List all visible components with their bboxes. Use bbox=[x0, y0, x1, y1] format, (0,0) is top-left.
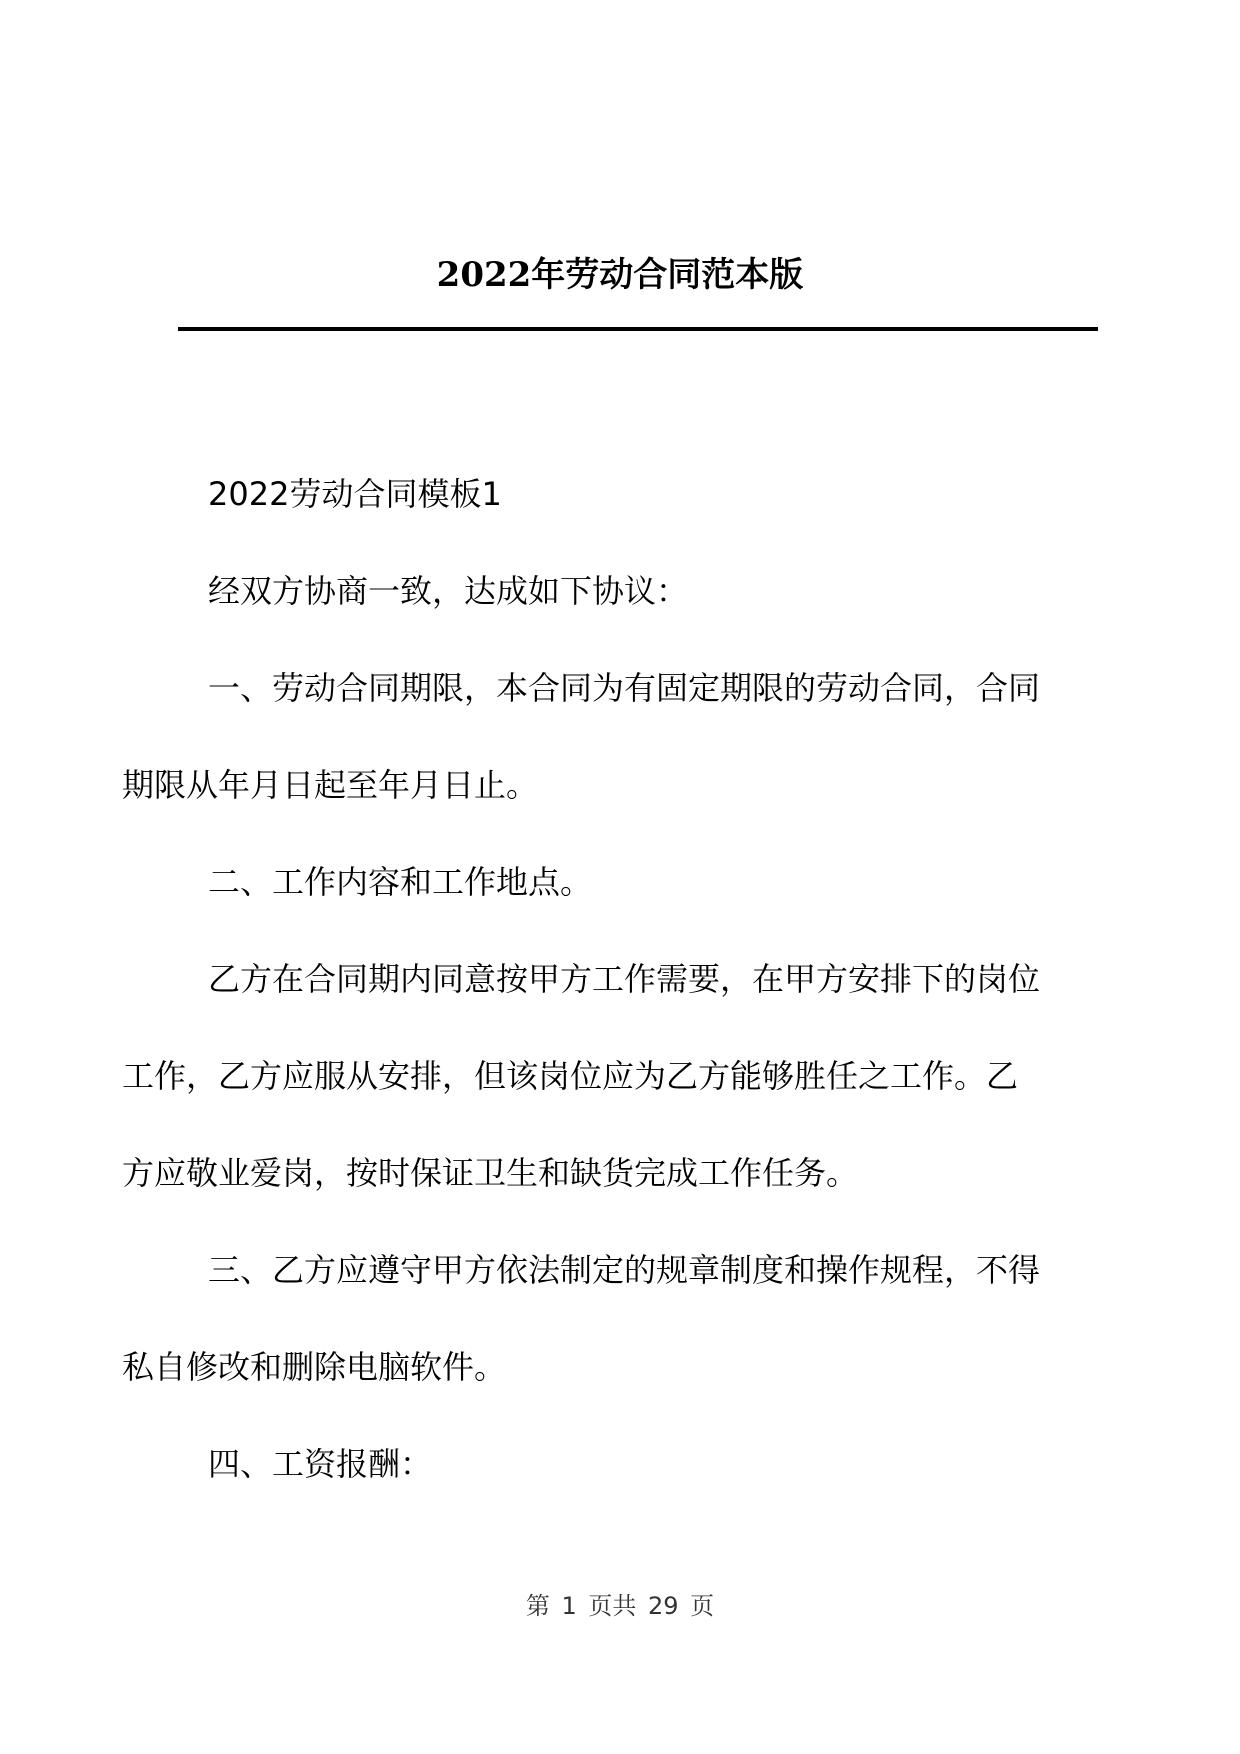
paragraph bbox=[165, 446, 1100, 543]
paragraph-line: 三、乙方应遵守甲方依法制定的规章制度和操作规程，不得 bbox=[208, 1251, 1041, 1289]
document-body bbox=[122, 446, 1100, 1513]
paragraph-line: 一、劳动合同期限，本合同为有固定期限的劳动合同，合同 bbox=[208, 669, 1041, 707]
paragraph bbox=[122, 640, 1100, 834]
document-title: 2022年劳动合同范本版 bbox=[436, 255, 804, 295]
paragraph bbox=[165, 1416, 1100, 1513]
paragraph-line: 二、工作内容和工作地点。 bbox=[208, 863, 593, 901]
page-footer: 第 1 页共 29 页 bbox=[525, 1592, 715, 1620]
paragraph bbox=[165, 834, 1100, 931]
paragraph-line: 私自修改和删除电脑软件。 bbox=[122, 1348, 507, 1386]
title-divider bbox=[178, 327, 1098, 331]
paragraph-line: 期限从年月日起至年月日止。 bbox=[122, 766, 539, 804]
paragraph bbox=[122, 931, 1100, 1222]
paragraph-line: 乙方在合同期内同意按甲方工作需要，在甲方安排下的岗位 bbox=[208, 960, 1041, 998]
paragraph-line: 四、工资报酬： bbox=[208, 1445, 433, 1483]
paragraph bbox=[122, 1222, 1100, 1416]
paragraph-line: 经双方协商一致，达成如下协议： bbox=[208, 572, 689, 610]
paragraph bbox=[165, 543, 1100, 640]
paragraph-line: 工作，乙方应服从安排，但该岗位应为乙方能够胜任之工作。乙 bbox=[122, 1057, 1019, 1095]
paragraph-line: 2022劳动合同模板1 bbox=[208, 475, 502, 513]
paragraph-line: 方应敬业爱岗，按时保证卫生和缺货完成工作任务。 bbox=[122, 1154, 859, 1192]
